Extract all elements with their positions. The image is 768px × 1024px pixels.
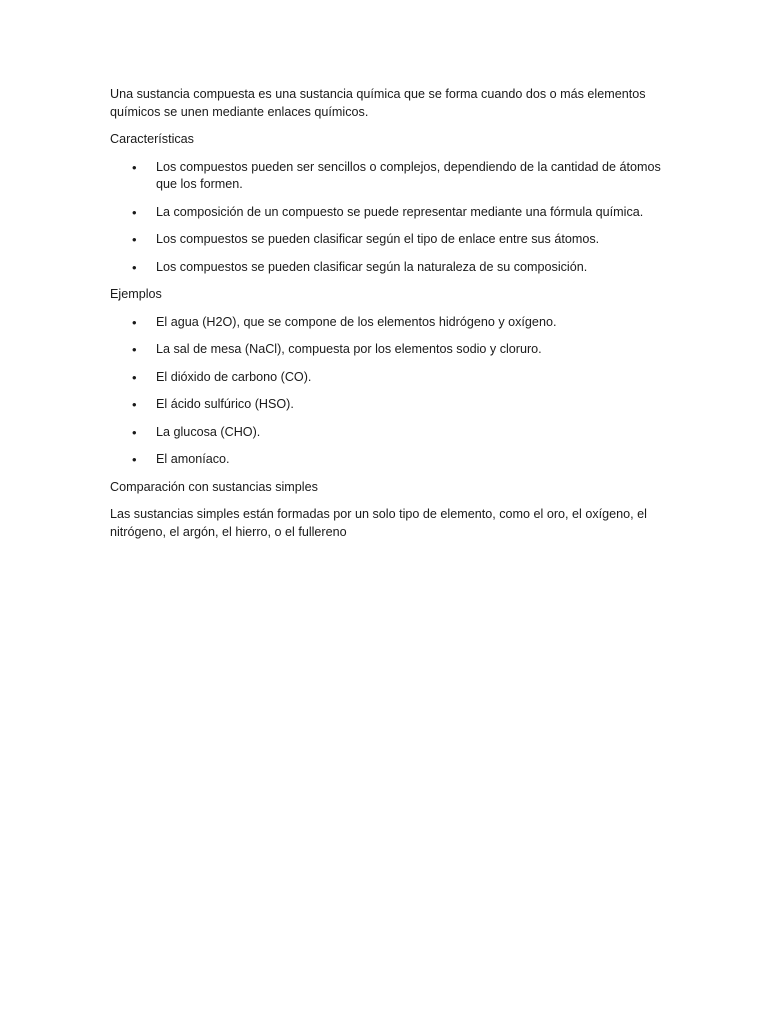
examples-list bbox=[110, 314, 670, 469]
comparison-paragraph: Las sustancias simples están formadas por un solo tipo de elemento, como el oro, el oxígeno, el nitrógeno, el argón, el hierro, o el fullereno bbox=[110, 507, 647, 539]
list-item: • El dióxido de carbono (CO). bbox=[156, 369, 670, 387]
intro-paragraph: Una sustancia compuesta es una sustancia química que se forma cuando dos o más elementos químicos se unen mediante enlaces químicos. bbox=[110, 87, 646, 119]
list-item: • Los compuestos se pueden clasificar según el tipo de enlace entre sus átomos. bbox=[156, 231, 670, 249]
examples-heading: Ejemplos bbox=[110, 287, 162, 301]
list-item: • El agua (H2O), que se compone de los elementos hidrógeno y oxígeno. bbox=[156, 314, 670, 332]
characteristics-list bbox=[110, 159, 670, 277]
characteristics-heading: Características bbox=[110, 132, 194, 146]
list-item: • Los compuestos se pueden clasificar según la naturaleza de su composición. bbox=[156, 259, 670, 277]
document-page bbox=[110, 86, 670, 551]
list-item: • La composición de un compuesto se puede representar mediante una fórmula química. bbox=[156, 204, 670, 222]
list-item: • El ácido sulfúrico (HSO). bbox=[156, 396, 670, 414]
list-item: • Los compuestos pueden ser sencillos o complejos, dependiendo de la cantidad de átomos que los formen. bbox=[156, 159, 670, 194]
list-item: • El amoníaco. bbox=[156, 451, 670, 469]
list-item: • La glucosa (CHO). bbox=[156, 424, 670, 442]
list-item: • La sal de mesa (NaCl), compuesta por los elementos sodio y cloruro. bbox=[156, 341, 670, 359]
comparison-heading: Comparación con sustancias simples bbox=[110, 479, 318, 494]
